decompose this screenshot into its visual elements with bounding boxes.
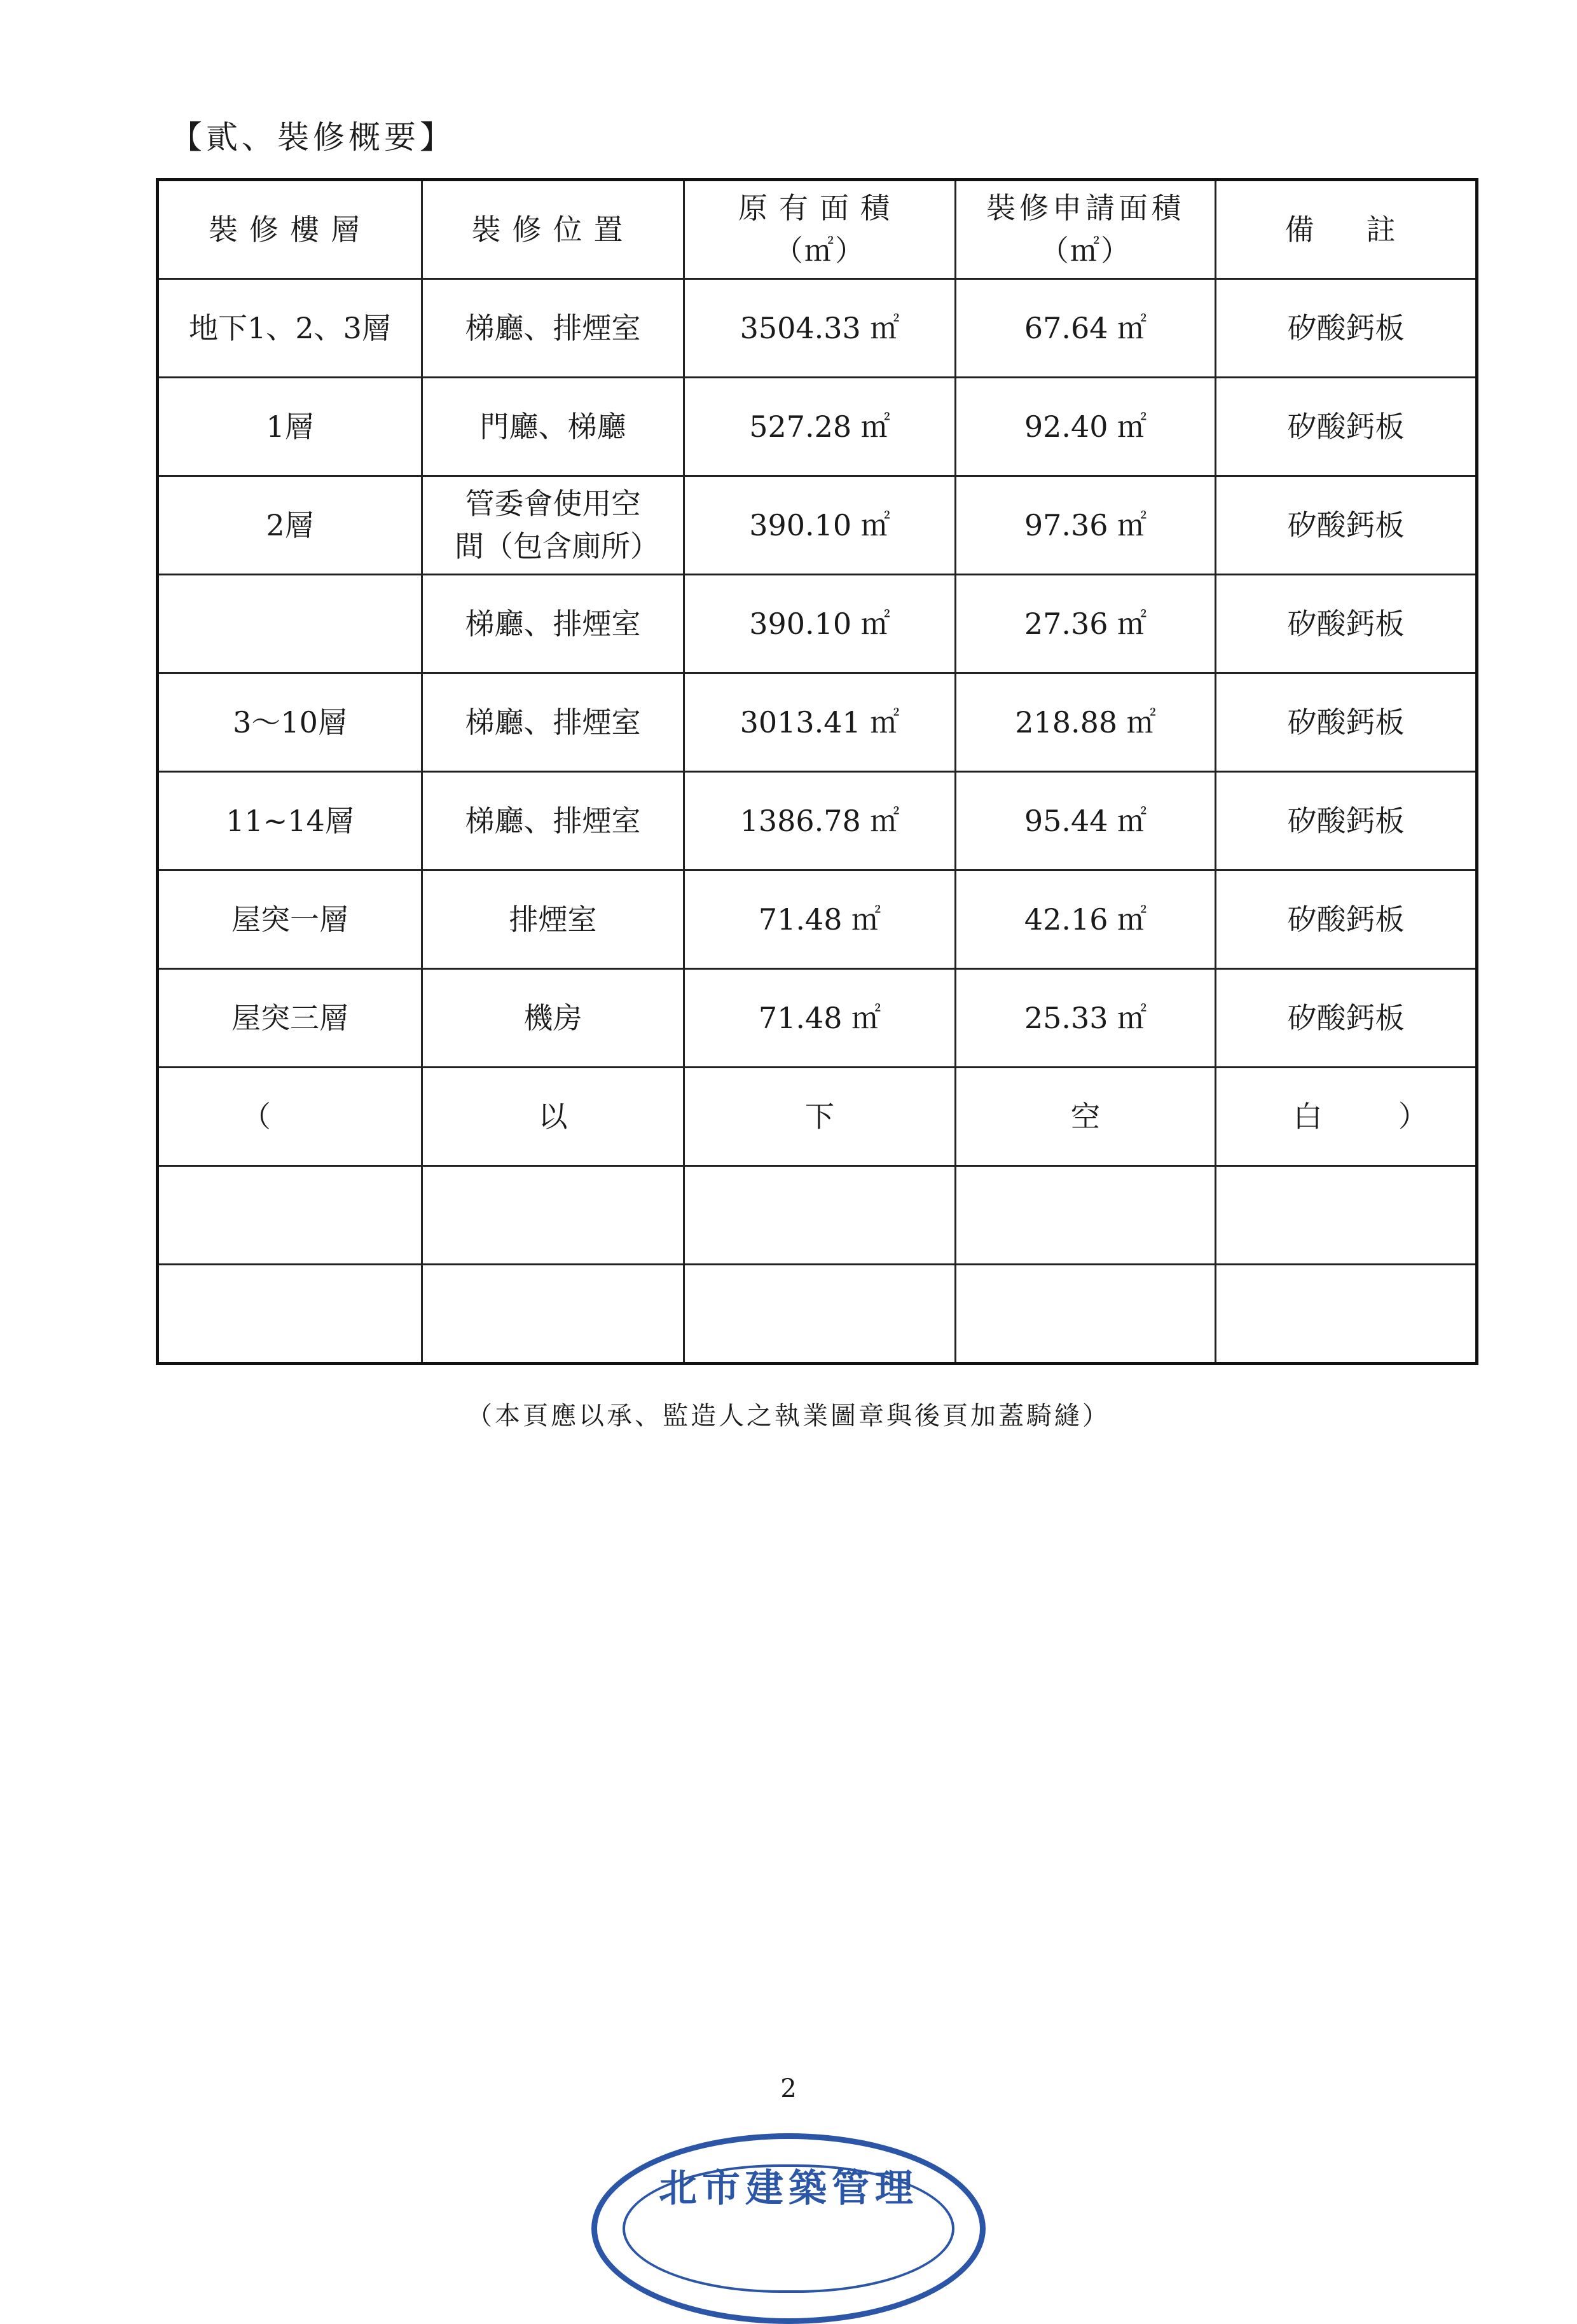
- empty-cell: [158, 1166, 422, 1265]
- table-row: [158, 378, 1477, 476]
- cell-remark: 矽酸鈣板: [1216, 969, 1477, 1068]
- cell-floor: 屋突三層: [158, 969, 422, 1068]
- empty-cell: [956, 1265, 1216, 1364]
- seal-text: 北市建築管理: [659, 2166, 918, 2211]
- cell-remark: 矽酸鈣板: [1216, 772, 1477, 870]
- cell-location: 機房: [422, 969, 684, 1068]
- cell-original-area: 3013.41 ㎡: [684, 673, 956, 772]
- header-location: 裝修位置: [422, 180, 684, 279]
- cell-original-area: 71.48 ㎡: [684, 969, 956, 1068]
- cell-location: 梯廳、排煙室: [422, 673, 684, 772]
- empty-cell: [422, 1166, 684, 1265]
- cell-floor: 地下1、2、3層: [158, 279, 422, 378]
- empty-cell: [158, 1265, 422, 1364]
- cell-remark: 矽酸鈣板: [1216, 378, 1477, 476]
- empty-row: [158, 1166, 1477, 1265]
- blank-marker-char: 空: [956, 1068, 1216, 1166]
- empty-row: [158, 1265, 1477, 1364]
- cell-applied-area: 95.44 ㎡: [956, 772, 1216, 870]
- cell-location: 梯廳、排煙室: [422, 575, 684, 673]
- cell-remark: 矽酸鈣板: [1216, 279, 1477, 378]
- cell-floor: 11~14層: [158, 772, 422, 870]
- table-row: [158, 476, 1477, 575]
- empty-cell: [422, 1265, 684, 1364]
- cell-applied-area: 25.33 ㎡: [956, 969, 1216, 1068]
- cell-location: 排煙室: [422, 870, 684, 969]
- cell-original-area: 527.28 ㎡: [684, 378, 956, 476]
- table-row: [158, 772, 1477, 870]
- cell-applied-area: 97.36 ㎡: [956, 476, 1216, 575]
- empty-cell: [684, 1166, 956, 1265]
- renovation-summary-table: [156, 178, 1478, 1365]
- blank-marker-close: ）: [1398, 1099, 1428, 1134]
- cell-original-area: 1386.78 ㎡: [684, 772, 956, 870]
- header-applied-area: 裝修申請面積 （㎡）: [956, 180, 1216, 279]
- table-row: [158, 969, 1477, 1068]
- cell-floor: 3～10層: [158, 673, 422, 772]
- cell-applied-area: 42.16 ㎡: [956, 870, 1216, 969]
- cell-original-area: 390.10 ㎡: [684, 476, 956, 575]
- blank-marker-char: 下: [684, 1068, 956, 1166]
- table-row: [158, 673, 1477, 772]
- section-title: 【貳、裝修概要】: [170, 119, 455, 156]
- empty-cell: [956, 1166, 1216, 1265]
- cell-applied-area: 67.64 ㎡: [956, 279, 1216, 378]
- cell-location: 管委會使用空間（包含廁所）: [422, 476, 684, 575]
- empty-cell: [684, 1265, 956, 1364]
- blank-marker-char: 以: [422, 1068, 684, 1166]
- header-floor: 裝修樓層: [158, 180, 422, 279]
- cell-floor: [158, 575, 422, 673]
- cell-original-area: 71.48 ㎡: [684, 870, 956, 969]
- official-seal-stamp: [591, 2133, 986, 2324]
- seal-instruction-footnote: （本頁應以承、監造人之執業圖章與後頁加蓋騎縫）: [467, 1401, 1110, 1431]
- cell-location: 梯廳、排煙室: [422, 279, 684, 378]
- table-row: [158, 279, 1477, 378]
- header-unit: （㎡）: [774, 233, 865, 268]
- cell-applied-area: 218.88 ㎡: [956, 673, 1216, 772]
- empty-cell: [1216, 1265, 1477, 1364]
- cell-original-area: 390.10 ㎡: [684, 575, 956, 673]
- cell-floor: 2層: [158, 476, 422, 575]
- cell-applied-area: 27.36 ㎡: [956, 575, 1216, 673]
- cell-remark: 矽酸鈣板: [1216, 575, 1477, 673]
- table-row: [158, 870, 1477, 969]
- header-remark: 備 註: [1216, 180, 1477, 279]
- cell-remark: 矽酸鈣板: [1216, 870, 1477, 969]
- cell-original-area: 3504.33 ㎡: [684, 279, 956, 378]
- blank-marker-row: [158, 1068, 1477, 1166]
- blank-marker-char: [1216, 1068, 1477, 1166]
- cell-floor: 1層: [158, 378, 422, 476]
- cell-location: 梯廳、排煙室: [422, 772, 684, 870]
- header-unit: （㎡）: [1040, 233, 1131, 268]
- cell-remark: 矽酸鈣板: [1216, 673, 1477, 772]
- header-original-area: 原有面積 （㎡）: [684, 180, 956, 279]
- blank-marker-open: （: [158, 1068, 422, 1166]
- blank-marker-last-char: 白: [1293, 1099, 1323, 1134]
- table-row: [158, 575, 1477, 673]
- cell-location: 門廳、梯廳: [422, 378, 684, 476]
- cell-remark: 矽酸鈣板: [1216, 476, 1477, 575]
- cell-applied-area: 92.40 ㎡: [956, 378, 1216, 476]
- table-header-row: [158, 180, 1477, 279]
- page-number: 2: [780, 2074, 797, 2103]
- empty-cell: [1216, 1166, 1477, 1265]
- cell-floor: 屋突一層: [158, 870, 422, 969]
